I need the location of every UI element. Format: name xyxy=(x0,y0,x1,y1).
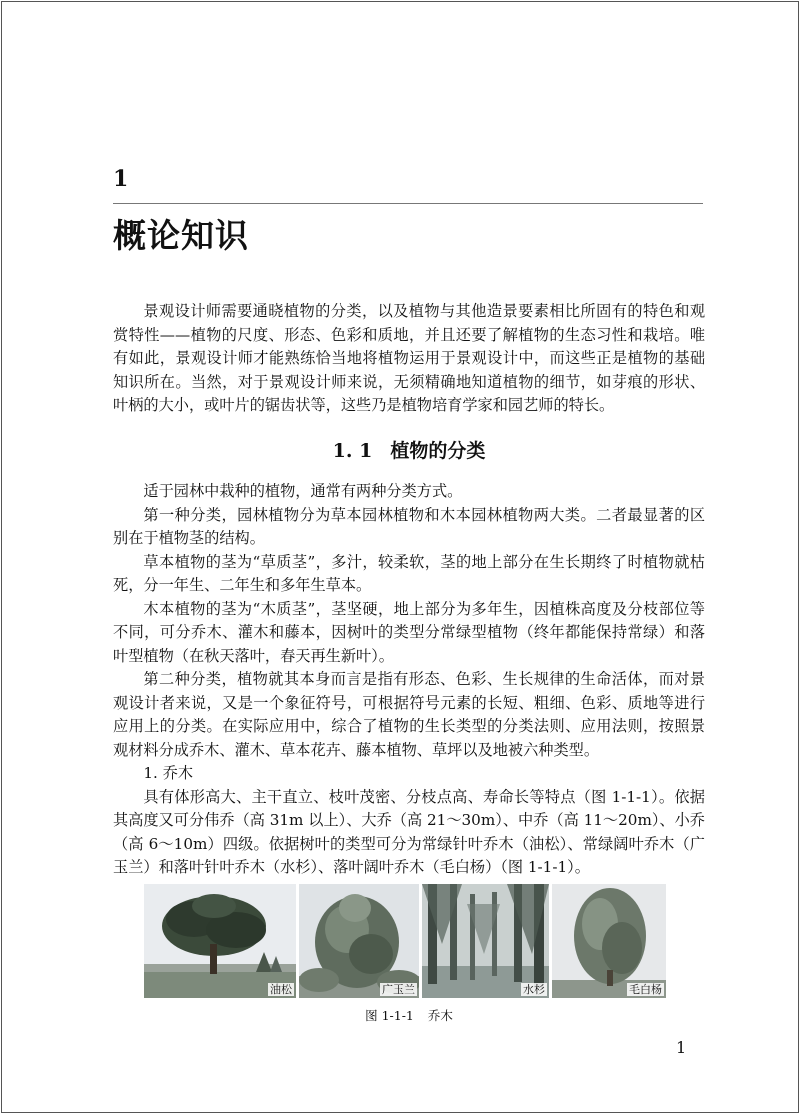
main-text xyxy=(113,480,705,880)
page-number: 1 xyxy=(676,1038,687,1057)
paragraph: 木本植物的茎为“木质茎”，茎坚硬，地上部分为多年生，因植株高度及分枝部位等不同，可分乔木、灌木和藤本，因树叶的类型分常绿型植物（终年都能保持常绿）和落叶型植物（在秋天落叶，春天再生新叶）。 xyxy=(113,599,705,665)
paragraph: 草本植物的茎为“草质茎”，多汁，较柔软，茎的地上部分在生长期终了时植物就枯死，分一年生、二年生和多年生草本。 xyxy=(113,552,705,594)
pine-tree-icon xyxy=(144,884,296,998)
chapter-divider xyxy=(113,203,703,204)
metasequoia-grove-icon xyxy=(422,884,549,998)
photo-label: 水杉 xyxy=(523,983,545,996)
poplar-tree-icon xyxy=(552,884,666,998)
photo-label: 广玉兰 xyxy=(382,983,415,996)
section-title: 植物的分类 xyxy=(390,440,486,462)
figure-caption-number: 图 1-1-1 xyxy=(365,1008,414,1023)
subheading-trees: 1. 乔木 xyxy=(143,764,194,782)
photo-poplar xyxy=(552,884,666,998)
chapter-number: 1 xyxy=(113,166,129,192)
photo-label: 油松 xyxy=(270,983,292,996)
intro-paragraph: 景观设计师需要通晓植物的分类，以及植物与其他造景要素相比所固有的特色和观赏特性——植物的尺度、形态、色彩和质地，并且还要了解植物的生态习性和栽培。唯有如此，景观设计师才能熟练恰当地将植物运用于景观设计中，而这些正是植物的基础知识所在。当然，对于景观设计师来说，无须精确地知道植物的细节，如芽痕的形状、叶柄的大小，或叶片的锯齿状等，这些乃是植物培育学家和园艺师的特长。 xyxy=(113,302,705,414)
magnolia-tree-icon xyxy=(299,884,419,998)
figure-photos xyxy=(144,884,666,998)
photo-magnolia xyxy=(299,884,419,998)
intro-section xyxy=(113,300,705,418)
section-heading xyxy=(113,436,705,463)
photo-metasequoia xyxy=(422,884,549,998)
paragraph: 第一种分类，园林植物分为草本园林植物和木本园林植物两大类。二者最显著的区别在于植物茎的结构。 xyxy=(113,505,705,547)
figure-caption-text: 乔木 xyxy=(427,1008,453,1023)
figure-caption xyxy=(113,1006,705,1024)
chapter-title: 概论知识 xyxy=(113,216,249,255)
paragraph: 具有体形高大、主干直立、枝叶茂密、分枝点高、寿命长等特点（图 1-1-1）。依据其高度又可分伟乔（高 31m 以上）、大乔（高 21～30m）、中乔（高 11～20m）、小乔（高 6～10m）四级。依据树叶的类型可分为常绿针叶乔木（油松）、常绿阔叶乔木（广玉兰）和落叶针叶乔木（水杉）、落叶阔叶乔木（毛白杨）（图 1-1-1）。 xyxy=(113,787,705,876)
photo-label: 毛白杨 xyxy=(629,983,662,996)
photo-pine xyxy=(144,884,296,998)
section-number: 1. 1 xyxy=(332,440,373,462)
paragraph: 适于园林中栽种的植物，通常有两种分类方式。 xyxy=(143,482,463,500)
paragraph: 第二种分类，植物就其本身而言是指有形态、色彩、生长规律的生命活体，而对景观设计者来说，又是一个象征符号，可根据符号元素的长短、粗细、色彩、质地等进行应用上的分类。在实际应用中，综合了植物的生长类型的分类法则、应用法则，按照景观材料分成乔木、灌木、草本花卉、藤本植物、草坪以及地被六种类型。 xyxy=(113,670,705,759)
